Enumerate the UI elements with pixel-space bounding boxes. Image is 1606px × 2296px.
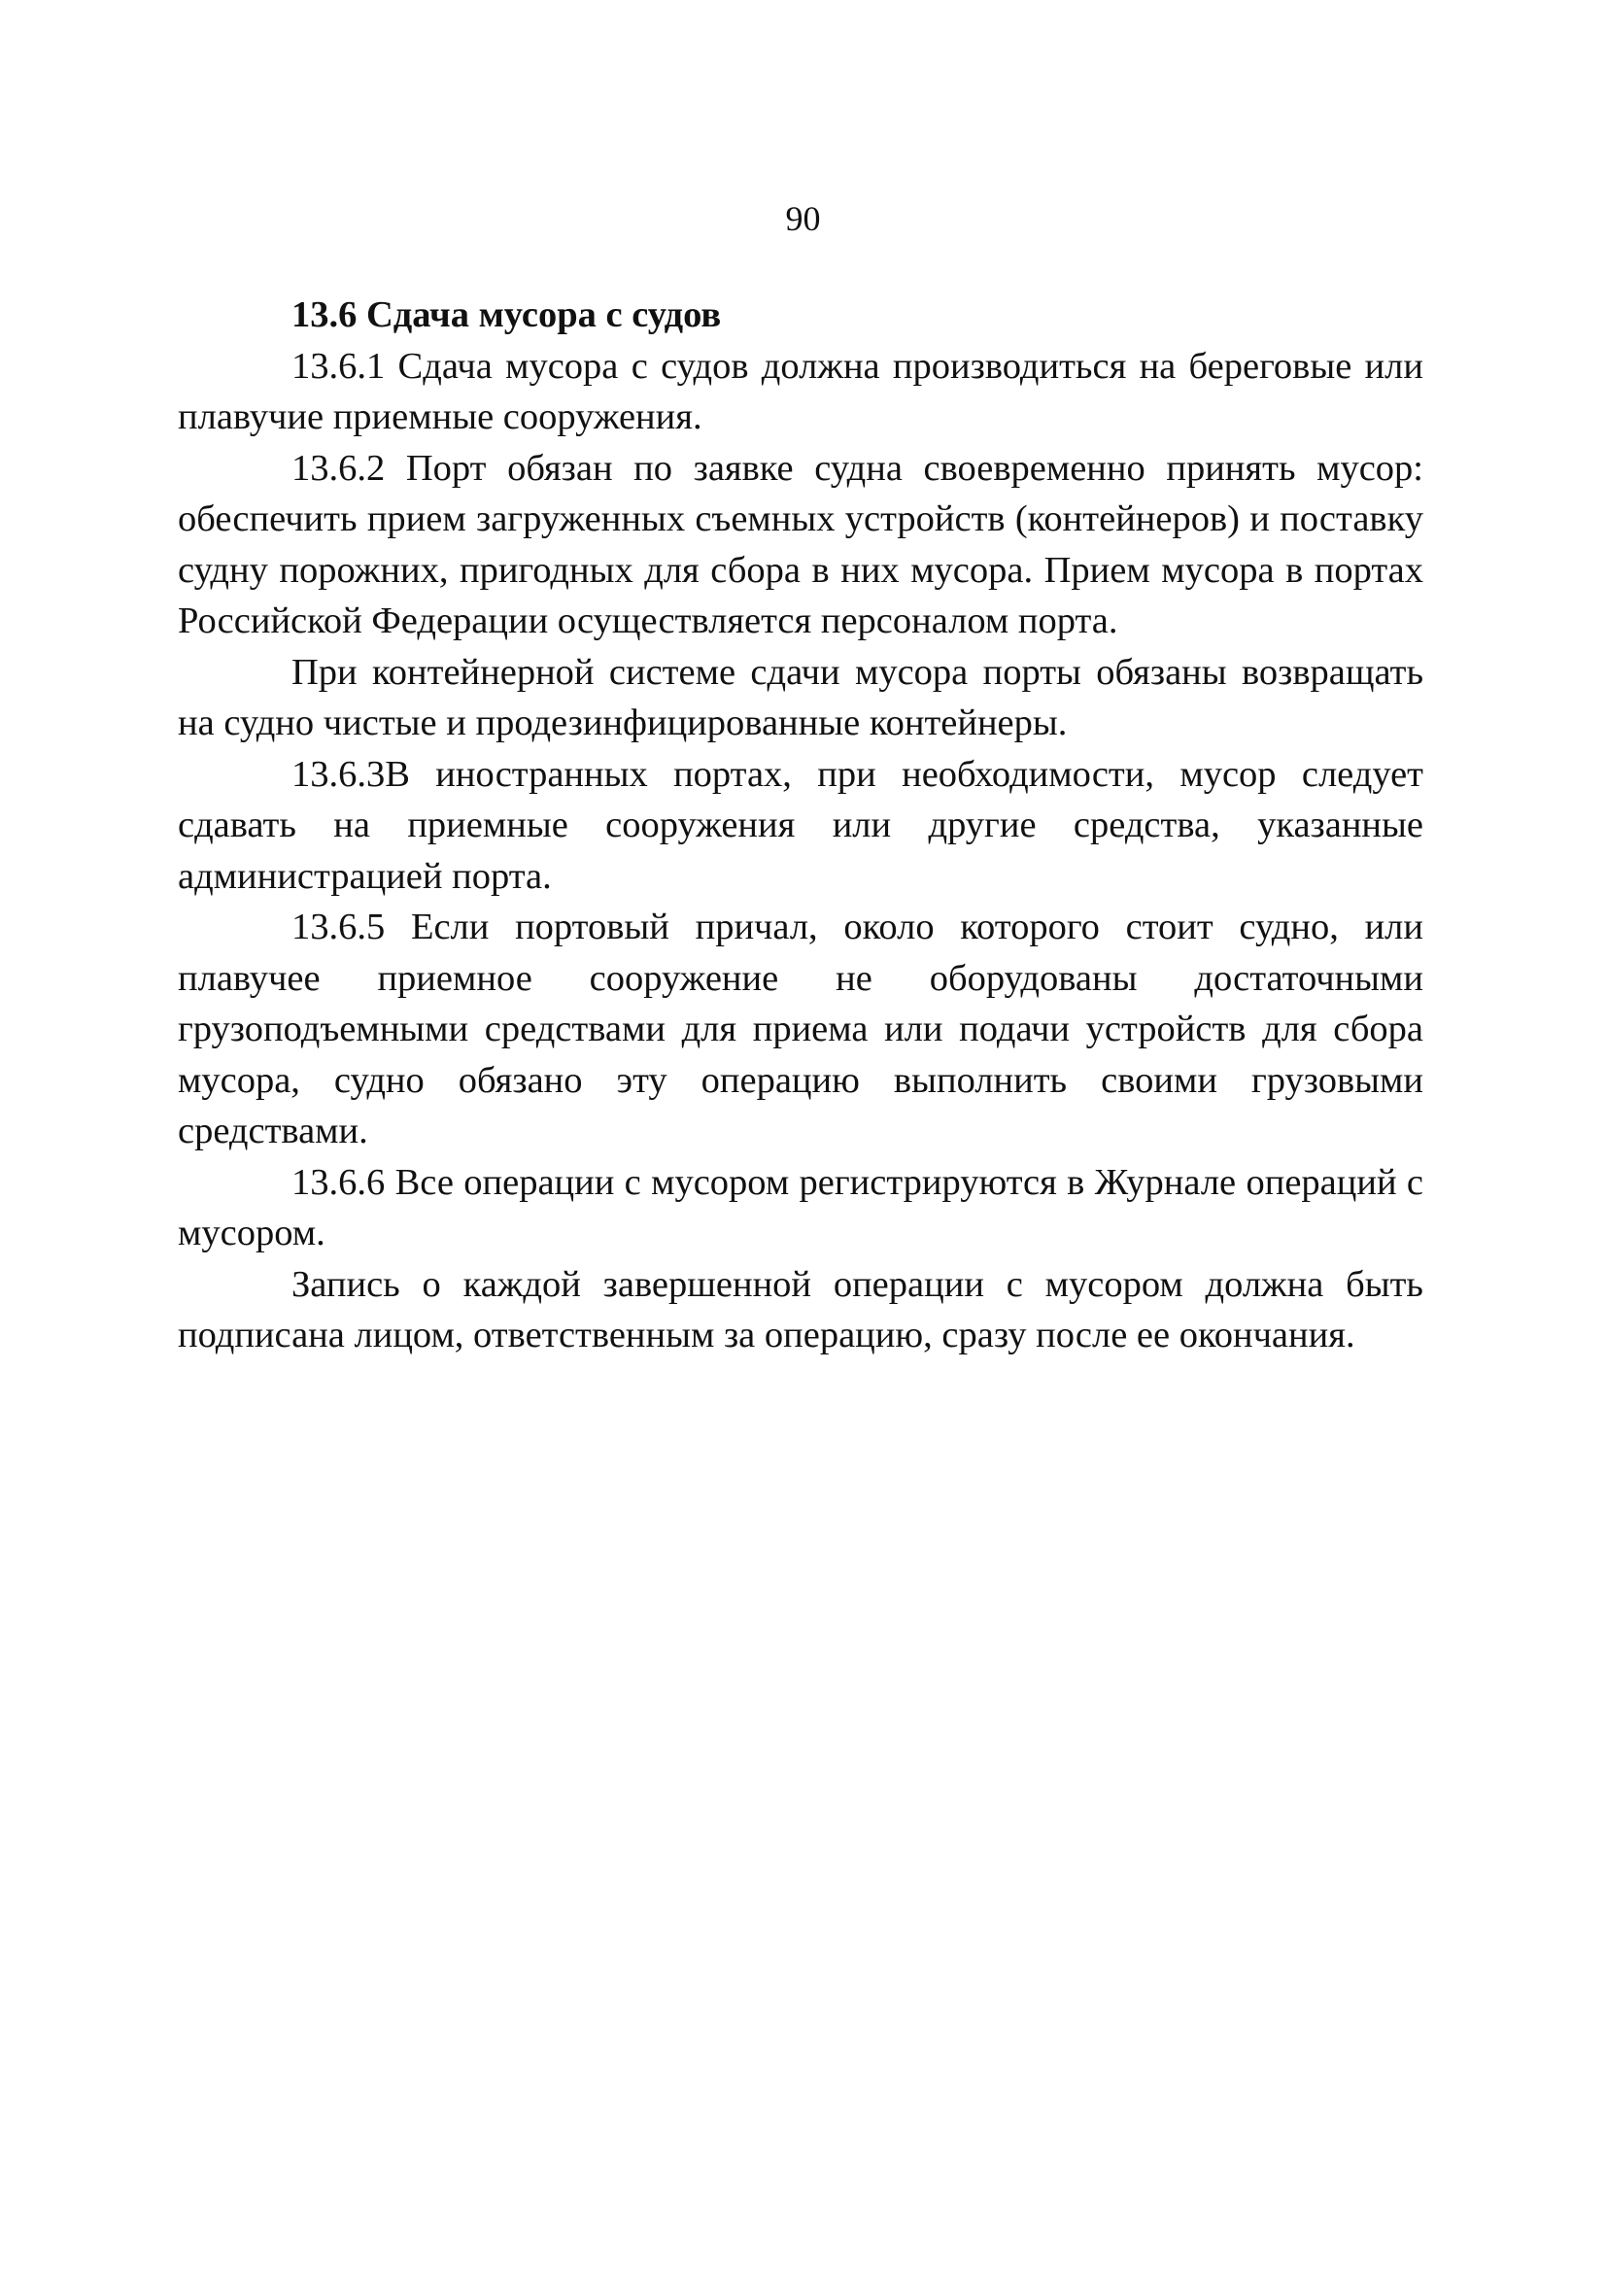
section-body (178, 290, 1423, 1361)
section-heading: 13.6 Сдача мусора с судов (291, 294, 722, 335)
paragraph-record-signature: Запись о каждой завершенной операции с мусором должна быть подписана лицом, ответственным за операцию, сразу после ее окончания. (178, 1263, 1423, 1355)
page-number: 90 (785, 199, 821, 238)
paragraph-13-6-2: 13.6.2 Порт обязан по заявке судна своевременно принять мусор: обеспечить прием загруженных съемных устройств (контейнеров) и поставку судну порожних, пригодных для сбора в них мусора. Прием мусора в портах Российской Федерации осуществляется персоналом порта. (178, 447, 1423, 641)
paragraph-container-system: При контейнерной системе сдачи мусора порты обязаны возвращать на судно чистые и продезинфицированные контейнеры. (178, 651, 1423, 743)
paragraph-13-6-5: 13.6.5 Если портовый причал, около которого стоит судно, или плавучее приемное сооружение не оборудованы достаточными грузоподъемными средствами для приема или подачи устройств для сбора мусора, судно обязано эту операцию выполнить своими грузовыми средствами. (178, 907, 1423, 1151)
paragraph-13-6-6: 13.6.6 Все операции с мусором регистрируются в Журнале операций с мусором. (178, 1161, 1423, 1253)
paragraph-13-6-3: 13.6.3В иностранных портах, при необходимости, мусор следует сдавать на приемные сооружения или другие средства, указанные администрацией порта. (178, 753, 1423, 897)
paragraph-13-6-1: 13.6.1 Сдача мусора с судов должна производиться на береговые или плавучие приемные сооружения. (178, 345, 1423, 437)
